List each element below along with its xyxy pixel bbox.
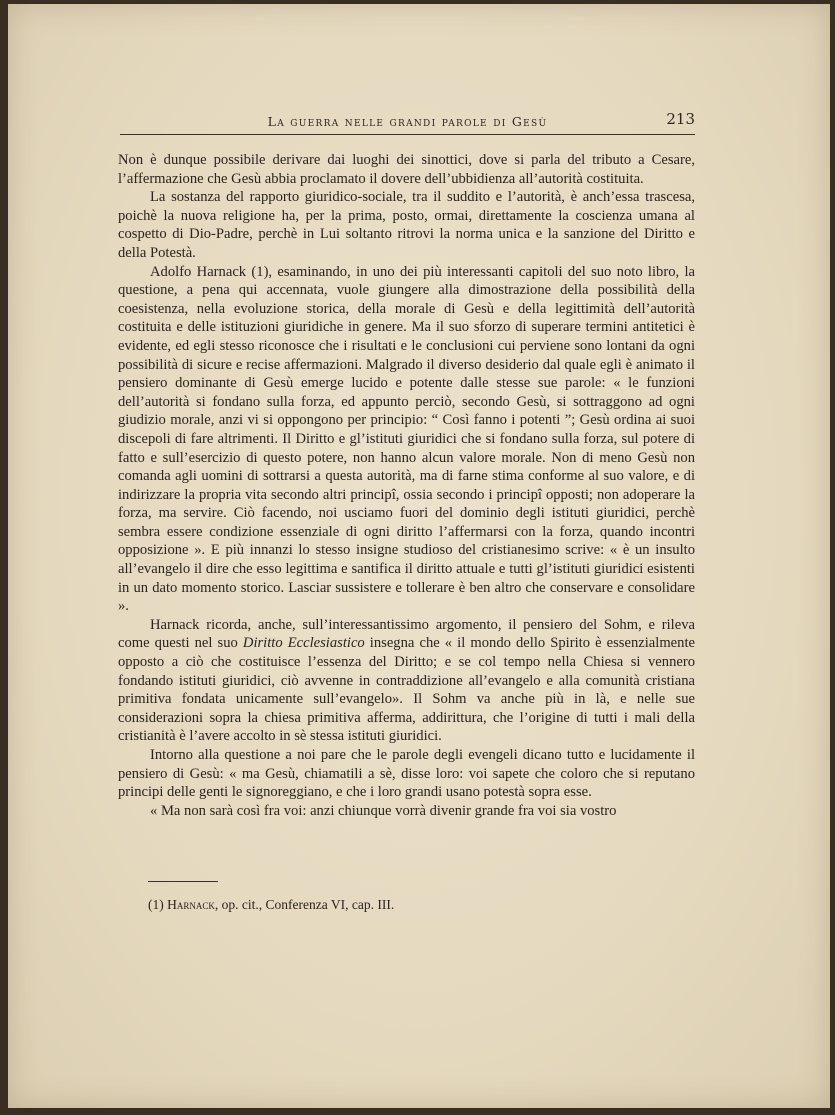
footnote xyxy=(148,897,648,913)
footnote-rule xyxy=(148,881,218,882)
paragraph-4-text-after: insegna che « il mondo dello Spirito è essenzialmente opposto a ciò che costituisce l’essenza del Diritto; e se col tempo nella Chiesa si vennero fondando istituti giuridici, ciò avvenne in contraddizione all’evangelo e alla comunità cristiana primitiva fondata unicamente sull’evangelo». Il Sohm va anche più in là, e nelle sue considerazioni sopra la chiesa primitiva afferma, addirittura, che l’origine di tutti i mali della cristianità è l’avere accolto in sè stessa istituti giuridici. xyxy=(118,635,695,745)
footnote-marker: (1) xyxy=(148,897,164,912)
book-page xyxy=(8,4,830,1108)
paragraph-4-text-before: Harnack ricorda, anche, sull’interessantissimo argomento, il pensiero del Sohm, e rileva come questi nel suo xyxy=(118,616,695,652)
paragraph-1: Non è dunque possibile derivare dai luoghi dei sinottici, dove si parla del tributo a Cesare, l’affermazione che Gesù abbia proclamato il dovere dell’ubbidienza all’autorità costituita. xyxy=(118,152,695,187)
page-header xyxy=(120,110,695,134)
footnote-author: Harnack xyxy=(167,897,215,912)
running-head: La guerra nelle grandi parole di Gesù xyxy=(267,114,548,129)
page-number: 213 xyxy=(666,110,695,128)
header-rule xyxy=(120,134,695,135)
body-text xyxy=(118,151,695,820)
paragraph-6: « Ma non sarà così fra voi: anzi chiunque vorrà divenir grande fra voi sia vostro xyxy=(150,802,617,819)
paragraph-2: La sostanza del rapporto giuridico-sociale, tra il suddito e l’autorità, è anch’essa trascesa, poichè la nuova religione ha, per la prima, posto, ormai, direttamente la coscienza umana al cospetto di Dio-Padre, perchè in Lui soltanto ritrovi la norma unica e la sanzione del Diritto e della Potestà. xyxy=(118,189,695,261)
paragraph-3: Adolfo Harnack (1), esaminando, in uno dei più interessanti capitoli del suo noto libro, la questione, a pena qui accennata, vuole giungere alla dimostrazione della possibilità della coesistenza, nella evoluzione storica, della morale di Gesù e della legittimità dell’autorità costituita e delle istituzioni giuridiche in genere. Ma il suo sforzo di superare termini antitetici è evidente, ed egli stesso riconosce che i risultati e le conclusioni cui perviene sono lontani da ogni possibilità di sicure e recise affermazioni. Malgrado il diverso desiderio dal quale egli è animato il pensiero dominante di Gesù emerge lucido e potente dalle stesse sue parole: « le funzioni dell’autorità si fondano sulla forza, ed appunto perciò, secondo Gesù, si sottraggono ad ogni giudizio morale, anzi vi si oppongono per principio: “ Così fanno i potenti ”; Gesù ordina ai suoi discepoli di fare altrimenti. Il Diritto e gl’istituti giuridici che si fondano sulla forza, sul potere di fatto e sull’esercizio di questo potere, non hanno alcun valore morale. Non di meno Gesù non comanda agli uomini di sottrarsi a questa autorità, ma di farne stima conforme al suo valore, e di indirizzare la propria vita secondo altri principî, ossia secondo i principî opposti; non adoperare la forza, ma servire. Ciò facendo, noi usciamo fuori del dominio degli istituti giuridici, perchè sembra essere condizione essenziale di ogni diritto l’affermarsi con la forza, quando incontri opposizione ». E più innanzi lo stesso insigne studioso del cristianesimo scrive: « è un insulto all’evangelo il dire che esso legittima e santifica il diritto attuale e tutti gl’istituti giuridici esistenti in un dato momento storico. Lasciar sussistere e tollerare è ben altro che conservare e consolidare ». xyxy=(118,263,695,615)
footnote-text: , op. cit., Conferenza VI, cap. III. xyxy=(214,897,395,912)
paragraph-4 xyxy=(118,616,695,746)
book-title-italic: Diritto Ecclesiastico xyxy=(242,635,365,652)
paragraph-5: Intorno alla questione a noi pare che le parole degli evengeli dicano tutto e lucidamente il pensiero di Gesù: « ma Gesù, chiamatili a sè, disse loro: voi sapete che coloro che si reputano principi delle genti le signoreggiano, e che i loro grandi usano potestà sopra esse. xyxy=(118,747,695,801)
